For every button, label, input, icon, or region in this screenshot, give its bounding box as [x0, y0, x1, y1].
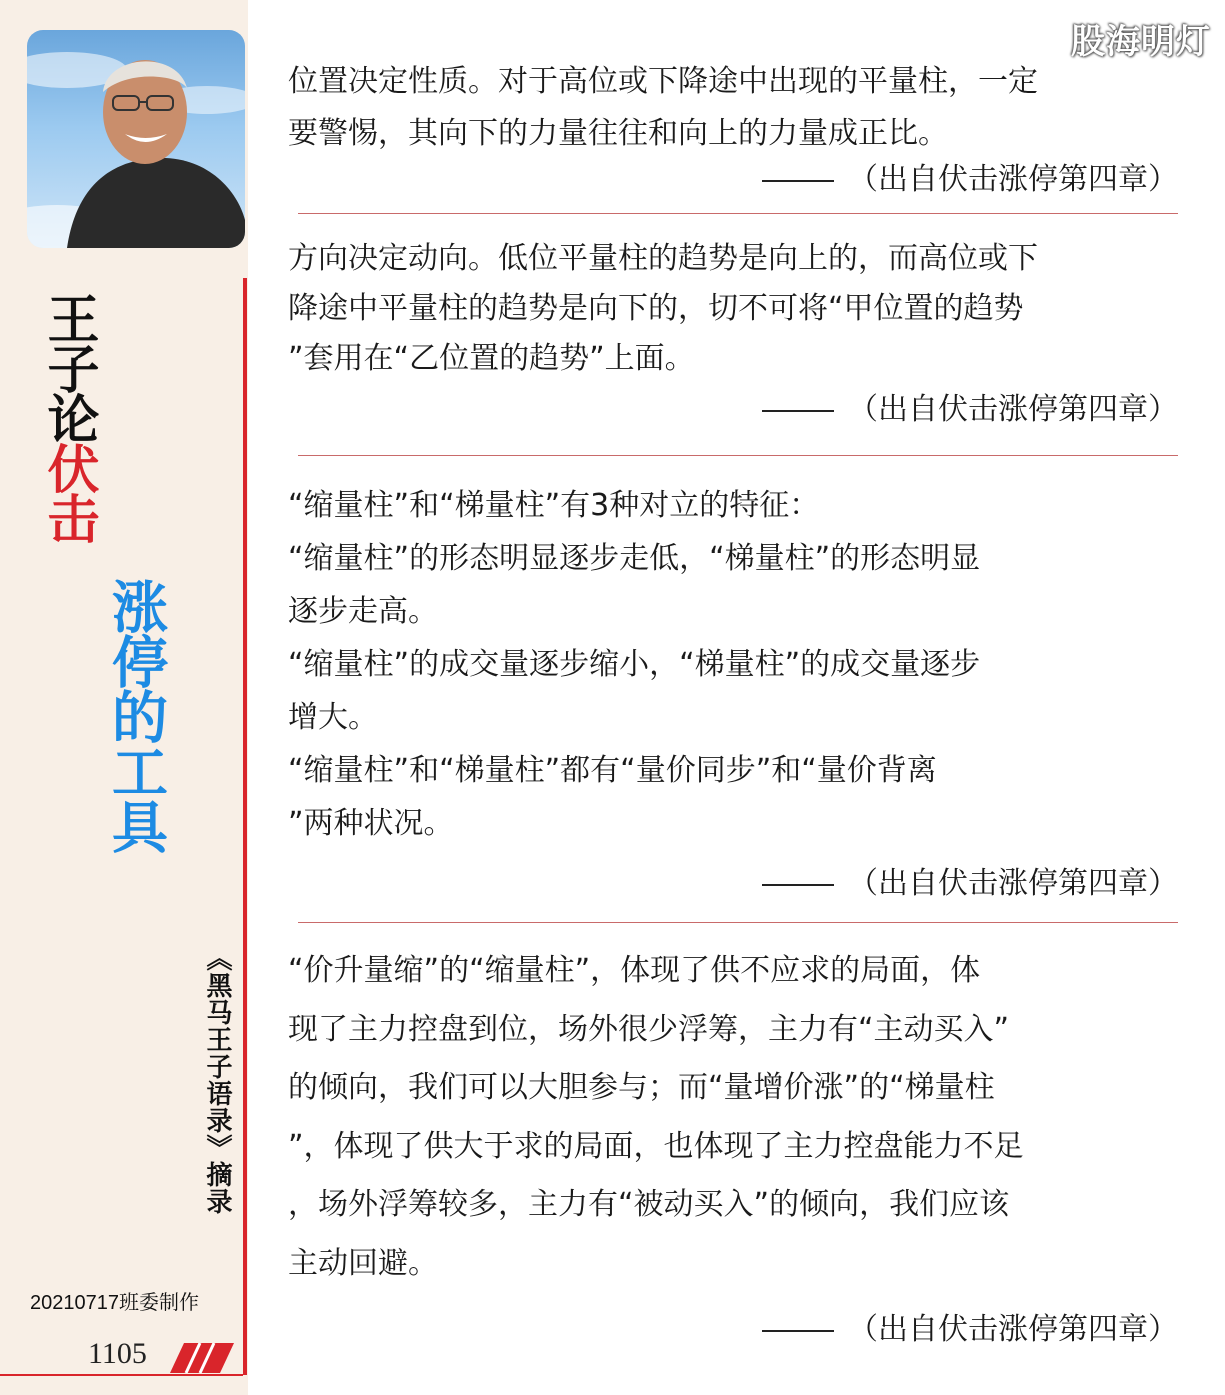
dash-rule: [762, 410, 834, 412]
page-number: 1105: [88, 1337, 147, 1370]
quote-line: 的倾向，我们可以大胆参与；而“量增价涨”的“梯量柱: [288, 1070, 995, 1105]
quote-citation: [762, 154, 1178, 198]
column-title-accent: 伏击: [38, 442, 99, 542]
sidebar-red-rule: [243, 278, 247, 1375]
citation-text: （出自伏击涨停第四章）: [848, 1312, 1178, 1347]
quote-line: “缩量柱”的成交量逐步缩小，“梯量柱”的成交量逐步: [288, 647, 981, 682]
quote-citation: [762, 384, 1178, 428]
quote-block: [288, 56, 1188, 160]
quote-line: 要警惕，其向下的力量往往和向上的力量成正比。: [288, 116, 948, 151]
citation-text: （出自伏击涨停第四章）: [848, 392, 1178, 427]
dash-rule: [762, 1330, 834, 1332]
quote-line: ”套用在“乙位置的趋势”上面。: [288, 341, 695, 376]
citation-text: （出自伏击涨停第四章）: [848, 866, 1178, 901]
quote-block: [288, 942, 1188, 1293]
column-subtitle: 涨停的工具: [103, 578, 169, 853]
quote-citation: [762, 1304, 1178, 1348]
red-slash-decoration: [170, 1343, 234, 1373]
dash-rule: [762, 180, 834, 182]
column-title: [36, 292, 99, 542]
sidebar: [0, 0, 248, 1395]
quote-line: 主动回避。: [288, 1245, 438, 1281]
quote-line: 方向决定动向。低位平量柱的趋势是向上的，而高位或下: [288, 241, 1038, 276]
section-divider: [298, 455, 1178, 456]
quote-line: 现了主力控盘到位，场外很少浮筹，主力有“主动买入”: [288, 1011, 1010, 1047]
author-photo: [27, 30, 245, 248]
section-divider: [298, 213, 1178, 214]
quote-line: “缩量柱”和“梯量柱”有3种对立的特征：: [288, 488, 820, 523]
section-divider: [298, 922, 1178, 923]
quote-line: ”两种状况。: [288, 806, 454, 841]
quote-line: “缩量柱”的形态明显逐步走低，“梯量柱”的形态明显: [288, 541, 981, 576]
quote-line: ，场外浮筹较多，主力有“被动买入”的倾向，我们应该: [288, 1187, 1010, 1222]
quote-line: 降途中平量柱的趋势是向下的，切不可将“甲位置的趋势: [288, 291, 1024, 326]
quote-block: [288, 234, 1188, 384]
quote-line: 逐步走高。: [288, 594, 438, 629]
quote-line: “缩量柱”和“梯量柱”都有“量价同步”和“量价背离: [288, 753, 937, 788]
quote-block: [288, 479, 1188, 850]
quote-line: 位置决定性质。对于高位或下降途中出现的平量柱，一定: [288, 64, 1038, 99]
quote-citation: [762, 858, 1178, 902]
bottom-rule: [0, 1374, 243, 1376]
quote-line: “价升量缩”的“缩量柱”，体现了供不应求的局面，体: [288, 953, 981, 988]
quote-line: ”，体现了供大于求的局面，也体现了主力控盘能力不足: [288, 1128, 1024, 1164]
watermark: 股海明灯: [1071, 22, 1211, 62]
credit-label: 20210717班委制作: [30, 1292, 199, 1314]
citation-text: （出自伏击涨停第四章）: [848, 162, 1178, 197]
dash-rule: [762, 884, 834, 886]
source-label: 《黑马王子语录》摘录: [202, 945, 232, 1215]
quote-line: 增大。: [288, 700, 378, 735]
column-title-main: 王子论: [38, 292, 99, 442]
